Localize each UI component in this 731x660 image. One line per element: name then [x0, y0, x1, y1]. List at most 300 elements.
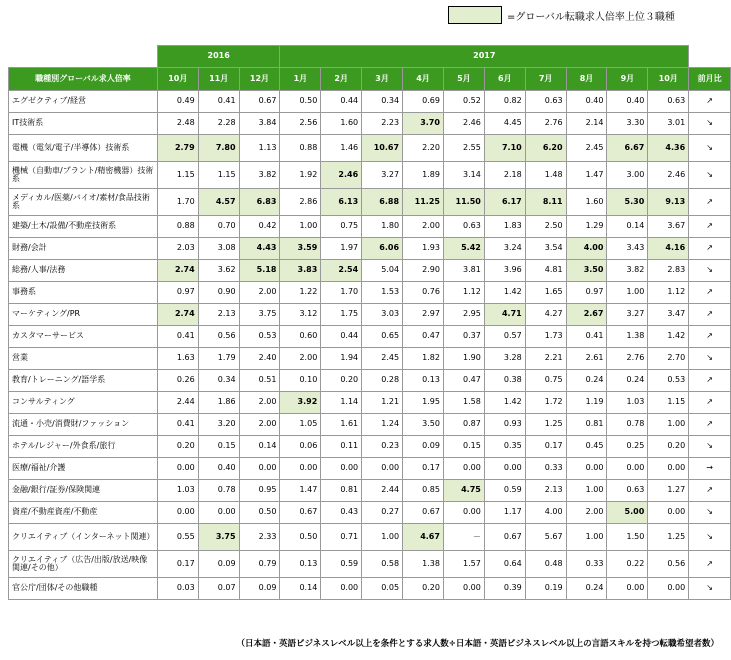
value-cell: 2.33 — [239, 524, 280, 551]
legend-text: =グローバル転職求人倍率上位３職種 — [507, 11, 675, 23]
value-cell: 0.41 — [566, 326, 607, 348]
month-header: 12月 — [239, 68, 280, 91]
month-header-row — [9, 68, 731, 91]
value-cell: 2.00 — [239, 392, 280, 414]
value-cell: 1.65 — [525, 282, 566, 304]
value-cell: 0.51 — [239, 370, 280, 392]
category-header: 職種別グローバル求人倍率 — [9, 68, 158, 91]
table-row — [9, 392, 731, 414]
value-cell: 0.34 — [198, 370, 239, 392]
value-cell: 0.41 — [157, 414, 198, 436]
category-cell: マーケティング/PR — [9, 304, 158, 326]
value-cell: 0.56 — [648, 551, 689, 578]
value-cell-top3: 4.43 — [239, 238, 280, 260]
value-cell: 0.35 — [484, 436, 525, 458]
value-cell: 0.52 — [443, 91, 484, 113]
value-cell-top3: 2.54 — [321, 260, 362, 282]
value-cell: 0.93 — [484, 414, 525, 436]
value-cell: 1.86 — [198, 392, 239, 414]
trend-arrow-icon: ↗ — [689, 480, 731, 502]
value-cell: 0.53 — [648, 370, 689, 392]
trend-arrow-icon: ↘ — [689, 524, 731, 551]
value-cell: 0.00 — [239, 458, 280, 480]
value-cell-top3: 6.17 — [484, 189, 525, 216]
value-cell: 0.00 — [443, 458, 484, 480]
table-row — [9, 348, 731, 370]
value-cell: 1.90 — [443, 348, 484, 370]
table-row — [9, 135, 731, 162]
value-cell: 3.01 — [648, 113, 689, 135]
trend-arrow-icon: ↗ — [689, 282, 731, 304]
month-header: 10月 — [157, 68, 198, 91]
trend-arrow-icon: ↗ — [689, 326, 731, 348]
value-cell: 0.47 — [443, 370, 484, 392]
category-cell: 資産/不動産資産/不動産 — [9, 502, 158, 524]
value-cell: 3.96 — [484, 260, 525, 282]
value-cell: 2.13 — [525, 480, 566, 502]
value-cell: 0.13 — [403, 370, 444, 392]
year-header-row — [9, 46, 731, 68]
value-cell: 1.13 — [239, 135, 280, 162]
value-cell: 2.45 — [566, 135, 607, 162]
value-cell: 0.34 — [362, 91, 403, 113]
value-cell: 0.47 — [403, 326, 444, 348]
value-cell: 2.48 — [157, 113, 198, 135]
value-cell: 1.00 — [566, 524, 607, 551]
trend-arrow-icon: ↗ — [689, 551, 731, 578]
value-cell: 0.41 — [198, 91, 239, 113]
value-cell: 1.42 — [648, 326, 689, 348]
trend-arrow-icon: ↗ — [689, 414, 731, 436]
category-cell: 電機（電気/電子/半導体）技術系 — [9, 135, 158, 162]
value-cell-top3: 2.74 — [157, 260, 198, 282]
value-cell: 0.50 — [280, 524, 321, 551]
value-cell: 2.23 — [362, 113, 403, 135]
year-header-spacer-right — [689, 46, 731, 68]
value-cell: 1.05 — [280, 414, 321, 436]
value-cell: 0.00 — [362, 458, 403, 480]
category-cell: 財務/会計 — [9, 238, 158, 260]
month-header: 1月 — [280, 68, 321, 91]
category-cell: 金融/銀行/証券/保険関連 — [9, 480, 158, 502]
value-cell: 1.03 — [607, 392, 648, 414]
value-cell: 0.81 — [566, 414, 607, 436]
month-header: 4月 — [403, 68, 444, 91]
table-row — [9, 282, 731, 304]
value-cell: 0.00 — [566, 458, 607, 480]
value-cell: 2.13 — [198, 304, 239, 326]
value-cell: 0.17 — [157, 551, 198, 578]
value-cell: 0.20 — [321, 370, 362, 392]
value-cell: 0.53 — [239, 326, 280, 348]
category-cell: 流通・小売/消費財/ファッション — [9, 414, 158, 436]
value-cell: 0.63 — [607, 480, 648, 502]
value-cell: 1.42 — [484, 392, 525, 414]
trend-arrow-icon: ↗ — [689, 370, 731, 392]
value-cell-top3: 6.88 — [362, 189, 403, 216]
category-cell: コンサルティング — [9, 392, 158, 414]
value-cell: 1.57 — [443, 551, 484, 578]
value-cell-top3: 3.59 — [280, 238, 321, 260]
value-cell: 0.76 — [403, 282, 444, 304]
category-cell: ホテル/レジャー/外食系/旅行 — [9, 436, 158, 458]
table-row — [9, 458, 731, 480]
value-cell: 0.37 — [443, 326, 484, 348]
value-cell: 2.44 — [362, 480, 403, 502]
value-cell: 0.71 — [321, 524, 362, 551]
value-cell: 0.38 — [484, 370, 525, 392]
value-cell: 3.50 — [403, 414, 444, 436]
category-cell: クリエイティブ（インターネット関連） — [9, 524, 158, 551]
value-cell: 3.30 — [607, 113, 648, 135]
value-cell: 2.46 — [648, 162, 689, 189]
value-cell: 0.20 — [157, 436, 198, 458]
value-cell-top3: 4.36 — [648, 135, 689, 162]
value-cell: 0.67 — [239, 91, 280, 113]
value-cell: 2.61 — [566, 348, 607, 370]
value-cell: 1.92 — [280, 162, 321, 189]
value-cell: 0.39 — [484, 578, 525, 600]
value-cell-top3: 5.42 — [443, 238, 484, 260]
table-row — [9, 436, 731, 458]
table-row — [9, 189, 731, 216]
value-cell: 2.00 — [403, 216, 444, 238]
year-header-spacer — [9, 46, 158, 68]
category-cell: IT技術系 — [9, 113, 158, 135]
value-cell: 3.67 — [648, 216, 689, 238]
value-cell: 1.82 — [403, 348, 444, 370]
value-cell: 0.27 — [362, 502, 403, 524]
trend-arrow-icon: ↗ — [689, 91, 731, 113]
value-cell: 1.19 — [566, 392, 607, 414]
value-cell: 0.63 — [648, 91, 689, 113]
value-cell: 0.24 — [566, 578, 607, 600]
legend-swatch — [448, 6, 502, 24]
value-cell: 0.45 — [566, 436, 607, 458]
month-header: 3月 — [362, 68, 403, 91]
value-cell: 0.15 — [198, 436, 239, 458]
value-cell: 2.40 — [239, 348, 280, 370]
value-cell: － — [443, 524, 484, 551]
value-cell: 1.46 — [321, 135, 362, 162]
value-cell-top3: 3.83 — [280, 260, 321, 282]
value-cell: 2.44 — [157, 392, 198, 414]
value-cell-top3: 3.92 — [280, 392, 321, 414]
value-cell: 2.55 — [443, 135, 484, 162]
category-cell: 官公庁/団体/その他職種 — [9, 578, 158, 600]
value-cell: 3.43 — [607, 238, 648, 260]
value-cell-top3: 6.06 — [362, 238, 403, 260]
value-cell: 1.63 — [157, 348, 198, 370]
value-cell: 1.70 — [321, 282, 362, 304]
value-cell-top3: 6.83 — [239, 189, 280, 216]
value-cell: 0.69 — [403, 91, 444, 113]
year-2016: 2016 — [157, 46, 280, 68]
month-header: 6月 — [484, 68, 525, 91]
value-cell-top3: 2.74 — [157, 304, 198, 326]
value-cell: 0.50 — [239, 502, 280, 524]
category-cell: 教育/トレーニング/語学系 — [9, 370, 158, 392]
value-cell: 0.11 — [321, 436, 362, 458]
value-cell: 0.59 — [321, 551, 362, 578]
value-cell: 1.21 — [362, 392, 403, 414]
value-cell: 1.47 — [566, 162, 607, 189]
value-cell: 1.15 — [648, 392, 689, 414]
value-cell: 1.58 — [443, 392, 484, 414]
value-cell: 0.07 — [198, 578, 239, 600]
value-cell: 3.14 — [443, 162, 484, 189]
trend-arrow-icon: ↗ — [689, 216, 731, 238]
value-cell: 2.46 — [443, 113, 484, 135]
value-cell: 0.67 — [280, 502, 321, 524]
value-cell: 0.50 — [280, 91, 321, 113]
value-cell: 0.00 — [607, 578, 648, 600]
value-cell: 3.27 — [607, 304, 648, 326]
value-cell-top3: 4.16 — [648, 238, 689, 260]
value-cell: 0.57 — [484, 326, 525, 348]
value-cell: 0.09 — [403, 436, 444, 458]
trend-arrow-icon: ↘ — [689, 436, 731, 458]
value-cell: 0.25 — [607, 436, 648, 458]
value-cell: 0.63 — [443, 216, 484, 238]
value-cell-top3: 11.25 — [403, 189, 444, 216]
value-cell: 0.09 — [198, 551, 239, 578]
value-cell-top3: 7.80 — [198, 135, 239, 162]
value-cell: 0.70 — [198, 216, 239, 238]
value-cell-top3: 8.11 — [525, 189, 566, 216]
table-row — [9, 238, 731, 260]
value-cell-top3: 5.18 — [239, 260, 280, 282]
value-cell: 3.62 — [198, 260, 239, 282]
value-cell: 0.85 — [403, 480, 444, 502]
value-cell: 3.47 — [648, 304, 689, 326]
value-cell: 0.20 — [648, 436, 689, 458]
value-cell: 0.75 — [321, 216, 362, 238]
category-cell: カスタマーサービス — [9, 326, 158, 348]
value-cell: 2.95 — [443, 304, 484, 326]
value-cell-top3: 4.67 — [403, 524, 444, 551]
value-cell: 2.14 — [566, 113, 607, 135]
value-cell: 0.40 — [566, 91, 607, 113]
value-cell: 0.23 — [362, 436, 403, 458]
value-cell: 5.67 — [525, 524, 566, 551]
value-cell: 0.82 — [484, 91, 525, 113]
value-cell: 2.28 — [198, 113, 239, 135]
value-cell: 2.00 — [280, 348, 321, 370]
table-row — [9, 260, 731, 282]
value-cell: 1.15 — [198, 162, 239, 189]
value-cell: 1.29 — [566, 216, 607, 238]
table-row — [9, 578, 731, 600]
value-cell: 3.75 — [239, 304, 280, 326]
footnote: （日本語・英語ビジネスレベル以上を条件とする求人数÷日本語・英語ビジネスレベル以上の言語スキルを持つ転職希望者数） — [236, 639, 719, 649]
value-cell: 0.75 — [525, 370, 566, 392]
value-cell: 0.22 — [607, 551, 648, 578]
value-cell: 2.90 — [403, 260, 444, 282]
value-cell: 5.04 — [362, 260, 403, 282]
value-cell: 0.44 — [321, 326, 362, 348]
value-cell: 1.12 — [443, 282, 484, 304]
value-cell: 3.08 — [198, 238, 239, 260]
category-cell: 営業 — [9, 348, 158, 370]
table-row — [9, 326, 731, 348]
value-cell: 1.00 — [362, 524, 403, 551]
value-cell: 3.03 — [362, 304, 403, 326]
value-cell: 3.12 — [280, 304, 321, 326]
table-row — [9, 414, 731, 436]
value-cell-top3: 6.20 — [525, 135, 566, 162]
value-cell: 0.43 — [321, 502, 362, 524]
trend-header: 前月比 — [689, 68, 731, 91]
value-cell: 3.00 — [607, 162, 648, 189]
month-header: 11月 — [198, 68, 239, 91]
value-cell: 1.00 — [607, 282, 648, 304]
value-cell: 1.27 — [648, 480, 689, 502]
category-cell: クリエイティブ（広告/出版/放送/映像関連/その他） — [9, 551, 158, 578]
value-cell-top3: 4.75 — [443, 480, 484, 502]
value-cell: 0.00 — [607, 458, 648, 480]
value-cell: 1.00 — [566, 480, 607, 502]
value-cell: 0.00 — [443, 578, 484, 600]
value-cell: 3.81 — [443, 260, 484, 282]
value-cell: 1.79 — [198, 348, 239, 370]
value-cell: 0.05 — [362, 578, 403, 600]
value-cell: 3.27 — [362, 162, 403, 189]
value-cell: 1.93 — [403, 238, 444, 260]
value-cell: 2.21 — [525, 348, 566, 370]
value-cell: 0.81 — [321, 480, 362, 502]
value-cell: 0.00 — [321, 458, 362, 480]
value-cell-top3: 2.79 — [157, 135, 198, 162]
trend-arrow-icon: ↗ — [689, 189, 731, 216]
category-cell: 医療/福祉/介護 — [9, 458, 158, 480]
value-cell: 0.78 — [607, 414, 648, 436]
value-cell: 1.50 — [607, 524, 648, 551]
category-cell: 機械（自動車/プラント/精密機器）技術系 — [9, 162, 158, 189]
value-cell: 1.70 — [157, 189, 198, 216]
value-cell: 1.72 — [525, 392, 566, 414]
value-cell: 0.28 — [362, 370, 403, 392]
trend-arrow-icon: → — [689, 458, 731, 480]
category-cell: エグゼクティブ/経営 — [9, 91, 158, 113]
value-cell: 2.86 — [280, 189, 321, 216]
value-cell-top3: 5.30 — [607, 189, 648, 216]
value-cell: 2.56 — [280, 113, 321, 135]
category-cell: 事務系 — [9, 282, 158, 304]
value-cell: 0.10 — [280, 370, 321, 392]
value-cell: 2.50 — [525, 216, 566, 238]
value-cell: 0.14 — [280, 578, 321, 600]
value-cell: 0.95 — [239, 480, 280, 502]
value-cell: 0.13 — [280, 551, 321, 578]
table-row — [9, 551, 731, 578]
value-cell: 0.06 — [280, 436, 321, 458]
value-cell: 2.18 — [484, 162, 525, 189]
month-header: 10月 — [648, 68, 689, 91]
trend-arrow-icon: ↗ — [689, 392, 731, 414]
value-cell: 1.25 — [525, 414, 566, 436]
value-cell: 0.63 — [525, 91, 566, 113]
value-cell: 0.41 — [157, 326, 198, 348]
trend-arrow-icon: ↘ — [689, 260, 731, 282]
value-cell: 1.60 — [566, 189, 607, 216]
value-cell: 0.15 — [443, 436, 484, 458]
value-cell-top3: 9.13 — [648, 189, 689, 216]
table-row — [9, 524, 731, 551]
value-cell: 2.00 — [239, 414, 280, 436]
value-cell: 1.95 — [403, 392, 444, 414]
legend — [448, 4, 675, 26]
value-cell: 0.00 — [280, 458, 321, 480]
value-cell: 0.67 — [484, 524, 525, 551]
value-cell: 2.76 — [607, 348, 648, 370]
year-2017: 2017 — [280, 46, 689, 68]
value-cell: 1.22 — [280, 282, 321, 304]
value-cell: 1.97 — [321, 238, 362, 260]
value-cell: 0.03 — [157, 578, 198, 600]
table-row — [9, 480, 731, 502]
value-cell: 2.83 — [648, 260, 689, 282]
ratio-table — [8, 45, 731, 600]
value-cell: 0.42 — [239, 216, 280, 238]
value-cell: 4.27 — [525, 304, 566, 326]
value-cell: 0.14 — [239, 436, 280, 458]
value-cell-top3: 2.46 — [321, 162, 362, 189]
value-cell: 0.24 — [607, 370, 648, 392]
value-cell: 3.82 — [607, 260, 648, 282]
value-cell: 0.79 — [239, 551, 280, 578]
value-cell: 1.48 — [525, 162, 566, 189]
value-cell-top3: 6.13 — [321, 189, 362, 216]
value-cell: 1.24 — [362, 414, 403, 436]
month-header: 8月 — [566, 68, 607, 91]
value-cell: 0.33 — [525, 458, 566, 480]
value-cell: 1.94 — [321, 348, 362, 370]
value-cell: 0.48 — [525, 551, 566, 578]
value-cell: 0.20 — [403, 578, 444, 600]
value-cell: 2.00 — [566, 502, 607, 524]
value-cell: 0.00 — [484, 458, 525, 480]
value-cell: 1.42 — [484, 282, 525, 304]
value-cell: 0.78 — [198, 480, 239, 502]
value-cell: 3.28 — [484, 348, 525, 370]
value-cell: 2.97 — [403, 304, 444, 326]
value-cell: 0.56 — [198, 326, 239, 348]
value-cell: 1.83 — [484, 216, 525, 238]
value-cell: 0.97 — [566, 282, 607, 304]
value-cell: 0.00 — [198, 502, 239, 524]
category-cell: 総務/人事/法務 — [9, 260, 158, 282]
month-header: 2月 — [321, 68, 362, 91]
value-cell: 0.00 — [321, 578, 362, 600]
value-cell: 4.81 — [525, 260, 566, 282]
trend-arrow-icon: ↘ — [689, 348, 731, 370]
table-row — [9, 162, 731, 189]
value-cell: 0.00 — [157, 458, 198, 480]
value-cell-top3: 3.50 — [566, 260, 607, 282]
value-cell: 2.45 — [362, 348, 403, 370]
value-cell: 0.17 — [403, 458, 444, 480]
value-cell: 0.97 — [157, 282, 198, 304]
trend-arrow-icon: ↘ — [689, 578, 731, 600]
value-cell: 0.90 — [198, 282, 239, 304]
value-cell: 1.03 — [157, 480, 198, 502]
value-cell: 2.20 — [403, 135, 444, 162]
value-cell: 4.00 — [525, 502, 566, 524]
value-cell: 0.09 — [239, 578, 280, 600]
value-cell: 0.00 — [648, 578, 689, 600]
value-cell: 0.59 — [484, 480, 525, 502]
